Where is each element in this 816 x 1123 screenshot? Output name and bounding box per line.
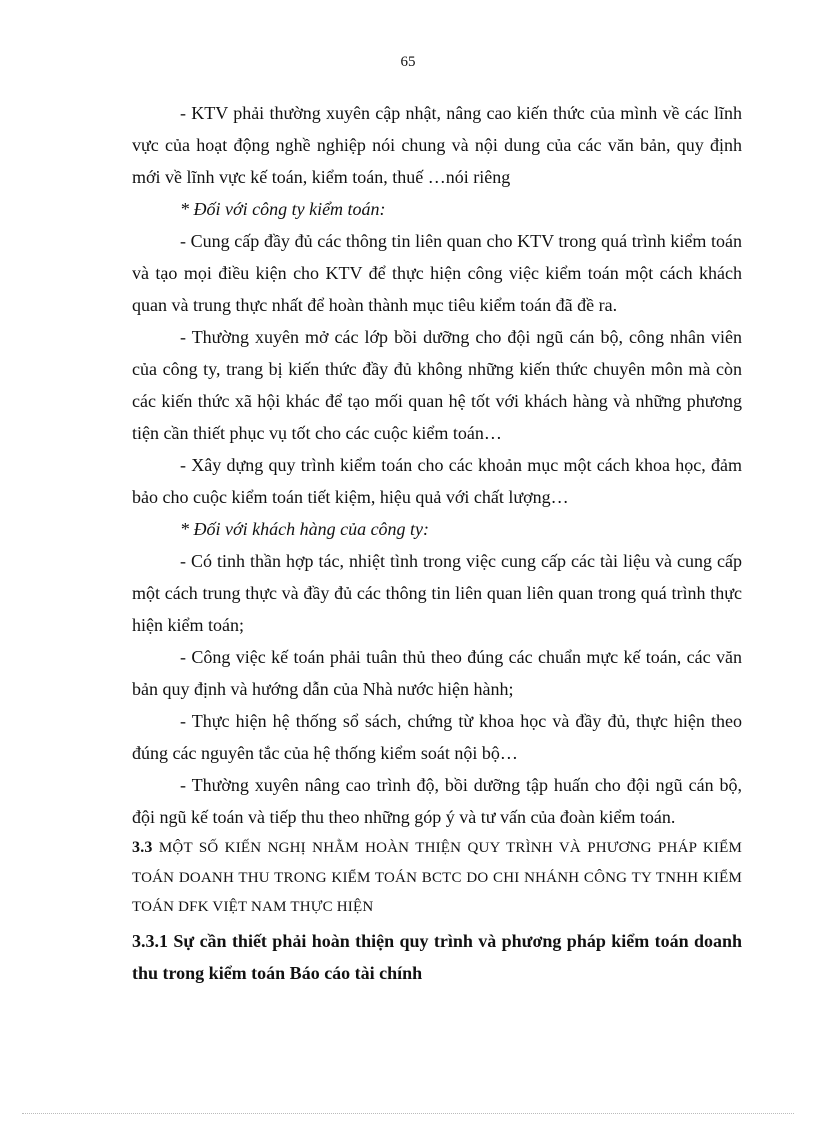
paragraph: - Cung cấp đầy đủ các thông tin liên quan cho KTV trong quá trình kiểm toán và tạo mọi điều kiện cho KTV để thực hiện công việc kiểm toán một cách khách quan và trung thực nhất để hoàn thành mục tiêu kiểm toán đã đề ra. xyxy=(132,231,742,315)
page-bottom-rule xyxy=(22,1113,794,1114)
page-number: 65 xyxy=(400,54,416,70)
subsection-heading: 3.3.1 Sự cần thiết phải hoàn thiện quy trình và phương pháp kiểm toán doanh thu trong kiểm toán Báo cáo tài chính xyxy=(132,930,742,983)
paragraph: - KTV phải thường xuyên cập nhật, nâng cao kiến thức của mình về các lĩnh vực của hoạt động nghề nghiệp nói chung và nội dung của các văn bản, quy định mới về lĩnh vực kế toán, kiểm toán, thuế …nói riêng xyxy=(132,103,742,187)
paragraph: - Xây dựng quy trình kiểm toán cho các khoản mục một cách khoa học, đảm bảo cho cuộc kiểm toán tiết kiệm, hiệu quả với chất lượng… xyxy=(132,455,742,507)
paragraph: - Thường xuyên mở các lớp bồi dưỡng cho đội ngũ cán bộ, công nhân viên của công ty, trang bị kiến thức đầy đủ không những kiến thức chuyên môn mà còn các kiến thức xã hội khác để tạo mối quan hệ tốt với khách hàng và những phương tiện cần thiết phục vụ tốt cho các cuộc kiểm toán… xyxy=(132,327,742,443)
paragraph: - Thực hiện hệ thống sổ sách, chứng từ khoa học và đầy đủ, thực hiện theo đúng các nguyên tắc của hệ thống kiểm soát nội bộ… xyxy=(132,711,742,763)
section-heading xyxy=(132,833,742,923)
section-number: 3.3 xyxy=(132,839,153,856)
subheading-clients: * Đối với khách hàng của công ty: xyxy=(180,519,430,539)
paragraph: - Công việc kế toán phải tuân thủ theo đúng các chuẩn mực kế toán, các văn bản quy định và hướng dẫn của Nhà nước hiện hành; xyxy=(132,647,742,699)
section-title: MỘT SỐ KIẾN NGHỊ NHẰM HOÀN THIỆN QUY TRÌNH VÀ PHƯƠNG PHÁP KIỂM TOÁN DOANH THU TRONG KIỂM TOÁN BCTC DO CHI NHÁNH CÔNG TY TNHH KIỂM TOÁN DFK VIỆT NAM THỰC HIỆN xyxy=(132,840,742,915)
document-body xyxy=(132,97,742,989)
subheading-audit-firm: * Đối với công ty kiểm toán: xyxy=(180,199,386,219)
paragraph: - Có tinh thần hợp tác, nhiệt tình trong việc cung cấp các tài liệu và cung cấp một cách trung thực và đầy đủ các thông tin liên quan liên quan trong quá trình thực hiện kiểm toán; xyxy=(132,551,742,635)
paragraph: - Thường xuyên nâng cao trình độ, bồi dưỡng tập huấn cho đội ngũ cán bộ, đội ngũ kế toán và tiếp thu theo những góp ý và tư vấn của đoàn kiểm toán. xyxy=(132,775,742,827)
